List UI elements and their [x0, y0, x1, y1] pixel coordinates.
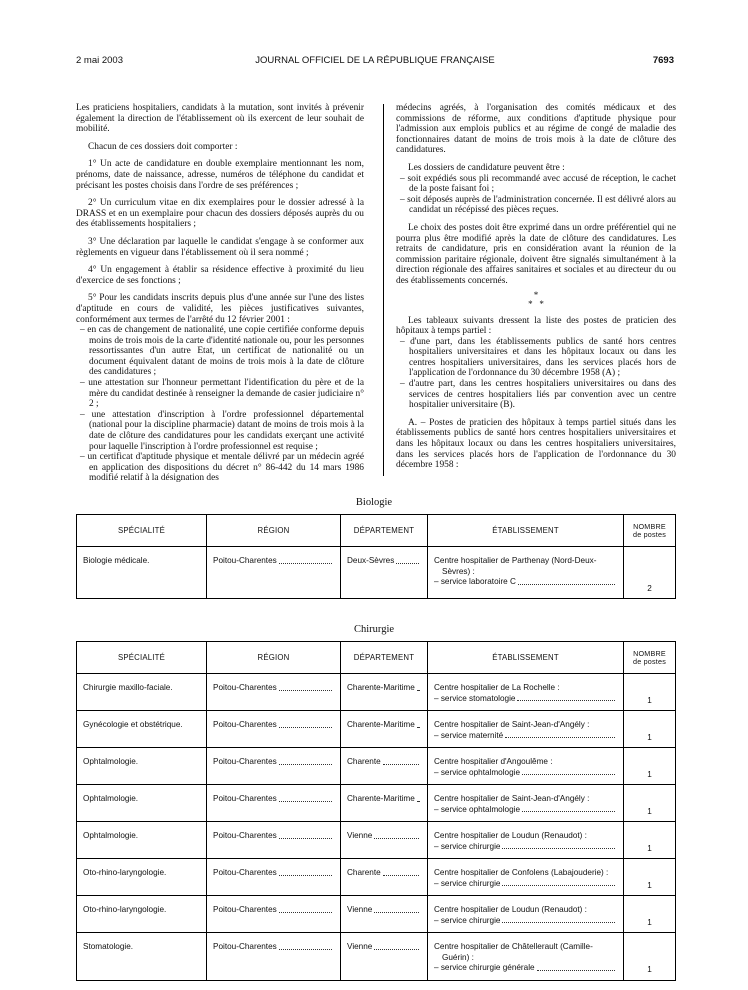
nombre-value: 2 [647, 583, 652, 593]
departement-text-wrap [347, 794, 421, 805]
header-departement: DÉPARTEMENT [341, 642, 428, 674]
dot-leader [417, 720, 419, 728]
header-region: RÉGION [207, 515, 341, 547]
service-text: – service chirurgie [434, 915, 501, 925]
region-text: Poitou-Charentes [213, 720, 277, 729]
cell-departement [341, 822, 428, 859]
section-separator-stars: * * * [528, 289, 544, 309]
region-text-wrap [213, 942, 334, 953]
paragraph: – en cas de changement de nationalité, une copie certifiée conforme depuis moins de trois mois de la carte d'identité nationale ou, pour les personnes ressortissantes d'un autre Etat, un certificat de nationalité ou un document équivalent datant de moins de trois mois à la date de clôture des candidatures ; [80, 325, 364, 378]
departement-text: Vienne [347, 905, 373, 914]
region-text-wrap [213, 905, 334, 916]
etablissement-line: Centre hospitalier de Loudun (Renaudot) : [434, 831, 587, 840]
paragraph: – une attestation d'inscription à l'ordre professionnel départemental (national pour la discipline pharmacie) datant de moins de trois mois à la date de clôture des candidatures pour les candidats exerçant une activité pour laquelle l'inscription à l'ordre professionnel est requise ; [80, 409, 364, 452]
service-text-wrap [434, 879, 617, 890]
cell-nombre [624, 896, 676, 933]
header-date: 2 mai 2003 [76, 55, 124, 66]
departement-text-wrap [347, 556, 421, 567]
cell-region [207, 748, 341, 785]
table-row [77, 785, 676, 822]
etablissement-line: Centre hospitalier de Saint-Jean-d'Angély : [434, 720, 590, 729]
paragraph: médecins agréés, à l'organisation des comités médicaux et des commissions de réforme, aux conditions d'aptitude physique pour l'admission aux emplois publics et au régime de congé de maladie des fonctionnaires datant de moins de trois mois à la date de clôture des candidatures. [396, 103, 676, 156]
region-text-wrap [213, 720, 334, 731]
nombre-value: 1 [647, 806, 652, 816]
paragraph: 1° Un acte de candidature en double exemplaire mentionnant les nom, prénoms, date de naissance, adresse, numéros de téléphone du candidat et précisant les postes choisis dans l'ordre de ses préférences ; [76, 159, 364, 191]
region-text: Poitou-Charentes [213, 757, 277, 766]
region-text: Poitou-Charentes [213, 683, 277, 692]
departement-text: Deux-Sèvres [347, 556, 395, 565]
etablissement-line: Centre hospitalier de Loudun (Renaudot) : [434, 905, 587, 914]
paragraph: Les dossiers de candidature peuvent être : [408, 162, 565, 173]
dot-leader [279, 794, 332, 802]
cell-nombre [624, 933, 676, 981]
cell-specialite [77, 711, 207, 748]
region-text: Poitou-Charentes [213, 942, 277, 951]
table-row [77, 547, 676, 599]
dot-leader [505, 731, 615, 739]
departement-text-wrap [347, 942, 421, 953]
paragraph: 3° Une déclaration par laquelle le candidat s'engage à se conformer aux règlements en vigueur dans l'établissement où il sera nommé ; [76, 236, 364, 258]
table-row [77, 674, 676, 711]
etablissement-line: Centre hospitalier de Châtellerault (Camille- [434, 942, 593, 951]
specialite-text: Ophtalmologie. [83, 831, 139, 840]
region-text-wrap [213, 556, 334, 567]
cell-departement [341, 711, 428, 748]
cell-nombre [624, 547, 676, 599]
cell-departement [341, 896, 428, 933]
service-text: – service ophtalmologie [434, 804, 521, 814]
service-text-wrap [434, 577, 617, 588]
region-text-wrap [213, 831, 334, 842]
cell-departement [341, 859, 428, 896]
dot-leader [417, 794, 419, 802]
cell-nombre [624, 859, 676, 896]
table-header-row [77, 642, 676, 674]
header-specialite: SPÉCIALITÉ [77, 515, 207, 547]
service-text: – service chirurgie générale [434, 963, 535, 972]
paragraph: Chacun de ces dossiers doit comporter : [88, 141, 238, 152]
cell-etablissement [428, 547, 624, 599]
service-text: – service stomatologie [434, 693, 516, 703]
specialite-text: Stomatologie. [83, 942, 134, 951]
header-etablissement: ÉTABLISSEMENT [428, 642, 624, 674]
cell-departement [341, 674, 428, 711]
region-text-wrap [213, 794, 334, 805]
specialite-text: Chirurgie maxillo-faciale. [83, 683, 173, 692]
dot-leader [374, 831, 419, 839]
biologie-caption: Biologie [355, 497, 393, 508]
region-text-wrap [213, 757, 334, 768]
region-text: Poitou-Charentes [213, 794, 277, 803]
departement-text: Vienne [347, 831, 373, 840]
service-text: – service chirurgie [434, 878, 501, 888]
cell-region [207, 933, 341, 981]
cell-departement [341, 785, 428, 822]
dot-leader [502, 842, 615, 850]
left-column [76, 103, 364, 484]
cell-etablissement [428, 859, 624, 896]
header-etablissement: ÉTABLISSEMENT [428, 515, 624, 547]
paragraph: – soit expédiés sous pli recommandé avec accusé de réception, le cachet de la poste faisant foi ; [400, 173, 676, 195]
service-text: – service laboratoire C [434, 577, 516, 586]
service-text-wrap [434, 805, 617, 816]
service-text-wrap [434, 963, 617, 974]
cell-etablissement [428, 711, 624, 748]
table-row [77, 933, 676, 981]
chirurgie-table [76, 641, 676, 981]
cell-etablissement [428, 933, 624, 981]
dot-leader [522, 768, 615, 776]
cell-nombre [624, 785, 676, 822]
etablissement-line: Guérin) : [442, 952, 474, 962]
dot-leader [374, 905, 419, 913]
departement-text: Charente-Maritime [347, 720, 415, 729]
nombre-value: 1 [647, 880, 652, 890]
etablissement-line: Centre hospitalier de Confolens (Labajouderie) : [434, 868, 609, 877]
nombre-value: 1 [647, 843, 652, 853]
header-nombre: NOMBRE de postes [624, 515, 676, 547]
cell-region [207, 785, 341, 822]
header-region: RÉGION [207, 642, 341, 674]
paragraph: – soit déposés auprès de l'administration concernée. Il est délivré alors au candidat un récépissé des pièces reçues. [400, 194, 676, 216]
departement-text-wrap [347, 831, 421, 842]
header-specialite: SPÉCIALITÉ [77, 642, 207, 674]
nombre-value: 1 [647, 769, 652, 779]
dot-leader [279, 556, 332, 564]
cell-region [207, 547, 341, 599]
specialite-text: Ophtalmologie. [83, 757, 139, 766]
departement-text-wrap [347, 757, 421, 768]
cell-specialite [77, 933, 207, 981]
header-page-number: 7693 [652, 55, 674, 66]
dot-leader [279, 831, 332, 839]
paragraph: 4° Un engagement à établir sa résidence effective à proximité du lieu d'exercice de ses fonctions ; [76, 265, 364, 286]
cell-specialite [77, 748, 207, 785]
dot-leader [279, 757, 332, 765]
etablissement-line: Centre hospitalier de La Rochelle : [434, 683, 560, 692]
specialite-text: Biologie médicale. [83, 556, 150, 565]
dot-leader [383, 757, 419, 765]
dot-leader [279, 868, 332, 876]
dot-leader [502, 879, 615, 887]
table-row [77, 711, 676, 748]
paragraph: Les tableaux suivants dressent la liste des postes de praticien des hôpitaux à temps partiel : [396, 315, 676, 337]
cell-region [207, 822, 341, 859]
chirurgie-caption: Chirurgie [353, 624, 395, 635]
cell-nombre [624, 674, 676, 711]
cell-region [207, 896, 341, 933]
cell-etablissement [428, 748, 624, 785]
service-text: – service maternité [434, 730, 504, 740]
departement-text: Charente-Maritime [347, 794, 415, 803]
paragraph: – d'autre part, dans les centres hospitaliers universitaires ou dans des services de centres hospitaliers liés par convention avec un centre hospitalier universitaire (B). [400, 379, 676, 411]
cell-departement [341, 748, 428, 785]
cell-etablissement [428, 896, 624, 933]
service-text-wrap [434, 731, 617, 742]
right-column [396, 103, 676, 471]
departement-text-wrap [347, 683, 421, 694]
departement-text: Charente-Maritime [347, 683, 415, 692]
service-text-wrap [434, 916, 617, 927]
table-row [77, 822, 676, 859]
paragraph: 5° Pour les candidats inscrits depuis plus d'une année sur l'une des listes d'aptitude en cours de validité, les pièces justificatives suivantes, conformément aux termes de l'arrêté du 12 février 2001 : [76, 293, 364, 325]
paragraph: A. – Postes de praticien des hôpitaux à temps partiel situés dans les établissements publics de santé hors centres hospitaliers universitaires et dans les hôpitaux locaux ou dans les centres hospitaliers universitaires, dans les services placés hors de l'application de l'ordonnance du 30 décembre 1958 : [396, 417, 676, 471]
table-header-row [77, 515, 676, 547]
etablissement-line: Sèvres) : [442, 566, 475, 576]
service-text-wrap [434, 842, 617, 853]
table-row [77, 859, 676, 896]
dot-leader [279, 720, 332, 728]
cell-departement [341, 933, 428, 981]
service-text-wrap [434, 768, 617, 779]
region-text: Poitou-Charentes [213, 556, 277, 565]
cell-departement [341, 547, 428, 599]
dot-leader [383, 868, 419, 876]
cell-specialite [77, 547, 207, 599]
dot-leader [374, 942, 419, 950]
header-nombre: NOMBRE de postes [624, 642, 676, 674]
etablissement-line: Centre hospitalier de Saint-Jean-d'Angély : [434, 794, 590, 803]
cell-specialite [77, 822, 207, 859]
departement-text: Charente [347, 757, 381, 766]
etablissement-line: Centre hospitalier d'Angoulême : [434, 757, 553, 766]
paragraph: Le choix des postes doit être exprimé dans un ordre préférentiel qui ne pourra plus être modifié après la date de clôture des candidatures. Les retraits de candidature, pris en considération avant la réunion de la commission paritaire régionale, doivent être signalés simultanément à la direction régionale des affaires sanitaires et sociales et au directeur du ou des établissements concernés. [396, 222, 676, 286]
cell-specialite [77, 859, 207, 896]
dot-leader [502, 916, 615, 924]
specialite-text: Gynécologie et obstétrique. [83, 720, 183, 729]
cell-region [207, 674, 341, 711]
region-text: Poitou-Charentes [213, 868, 277, 877]
dot-leader [279, 942, 332, 950]
region-text: Poitou-Charentes [213, 831, 277, 840]
region-text: Poitou-Charentes [213, 905, 277, 914]
paragraph: – un certificat d'aptitude physique et mentale délivré par un médecin agréé en application des dispositions du décret n° 86-442 du 14 mars 1986 modifié relatif à la désignation des [80, 452, 364, 484]
cell-nombre [624, 748, 676, 785]
dot-leader [537, 963, 615, 971]
departement-text-wrap [347, 868, 421, 879]
service-text: – service chirurgie [434, 841, 501, 851]
paragraph: Les praticiens hospitaliers, candidats à la mutation, sont invités à prévenir également la direction de l'établissement où ils exercent de leur souhait de mobilité. [76, 103, 364, 135]
table-row [77, 748, 676, 785]
cell-nombre [624, 822, 676, 859]
cell-etablissement [428, 674, 624, 711]
cell-region [207, 859, 341, 896]
dot-leader [417, 683, 419, 691]
nombre-value: 1 [647, 917, 652, 927]
departement-text: Vienne [347, 942, 373, 951]
departement-text-wrap [347, 905, 421, 916]
dot-leader [279, 683, 332, 691]
cell-specialite [77, 896, 207, 933]
table-row [77, 896, 676, 933]
column-divider [383, 104, 384, 476]
cell-specialite [77, 785, 207, 822]
specialite-text: Oto-rhino-laryngologie. [83, 905, 167, 914]
header-journal-title: JOURNAL OFFICIEL DE LA RÉPUBLIQUE FRANÇAISE [255, 55, 495, 66]
dot-leader [522, 805, 615, 813]
nombre-value: 1 [647, 695, 652, 705]
service-text-wrap [434, 694, 617, 705]
dot-leader [279, 905, 332, 913]
dot-leader [396, 556, 419, 564]
nombre-value: 1 [647, 732, 652, 742]
cell-nombre [624, 711, 676, 748]
header-departement: DÉPARTEMENT [341, 515, 428, 547]
cell-etablissement [428, 822, 624, 859]
departement-text: Charente [347, 868, 381, 877]
nombre-value: 1 [647, 965, 652, 974]
region-text-wrap [213, 868, 334, 879]
specialite-text: Ophtalmologie. [83, 794, 139, 803]
dot-leader [517, 694, 615, 702]
cell-specialite [77, 674, 207, 711]
departement-text-wrap [347, 720, 421, 731]
biologie-table [76, 514, 676, 599]
etablissement-line: Centre hospitalier de Parthenay (Nord-Deux- [434, 556, 597, 565]
specialite-text: Oto-rhino-laryngologie. [83, 868, 167, 877]
cell-region [207, 711, 341, 748]
paragraph: 2° Un curriculum vitae en dix exemplaires pour le dossier adressé à la DRASS et en un exemplaire pour chacun des dossiers déposés auprès du ou des établissements hospitaliers ; [76, 198, 364, 230]
region-text-wrap [213, 683, 334, 694]
dot-leader [518, 577, 615, 585]
cell-etablissement [428, 785, 624, 822]
paragraph: – une attestation sur l'honneur permettant l'identification du père et de la mère du candidat destinée à renseigner la demande de casier judiciaire n° 2 ; [80, 378, 364, 410]
service-text: – service ophtalmologie [434, 767, 521, 777]
paragraph: – d'une part, dans les établissements publics de santé hors centres hospitaliers universitaires et dans les hôpitaux locaux ou dans les centres hospitaliers universitaires, dans les services placés hors de l'application de l'ordonnance du 30 décembre 1958 (A) ; [400, 336, 676, 379]
